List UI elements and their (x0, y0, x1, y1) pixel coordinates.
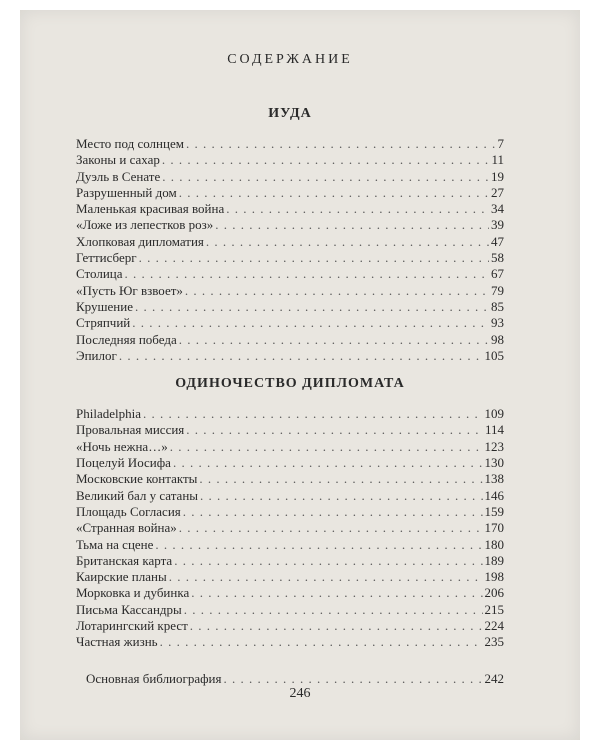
dot-leader (215, 217, 489, 233)
toc-entry (76, 602, 504, 618)
toc-entry-title: Эпилог (76, 347, 117, 363)
toc-entry-title: Разрушенный дом (76, 184, 177, 200)
toc-entry-title: Морковка и дубинка (76, 585, 190, 601)
dot-leader (170, 439, 483, 455)
toc-entry-page: 146 (484, 487, 504, 503)
toc-entry-title: Дуэль в Сенате (76, 168, 161, 184)
toc-entry-title: Маленькая красивая война (76, 201, 225, 217)
toc-entry-page: 242 (484, 670, 504, 686)
toc-entry-title: «Пусть Юг взвоет» (76, 282, 183, 298)
toc-entry-title: Поцелуй Иосифа (76, 455, 171, 471)
toc-entry (76, 504, 504, 520)
toc-entry-page: 105 (484, 347, 504, 363)
toc-entry (76, 283, 504, 299)
toc-entry-title: Великий бал у сатаны (76, 487, 199, 503)
contents-title: СОДЕРЖАНИЕ (227, 52, 353, 67)
table-of-contents (76, 52, 504, 687)
toc-entry-page: 93 (491, 315, 504, 331)
toc-entry-page: 170 (484, 520, 504, 536)
dot-leader (200, 488, 482, 504)
toc-entry-page: 198 (484, 569, 504, 585)
toc-entry-title: «Ночь нежна…» (76, 438, 168, 454)
toc-entry (76, 439, 504, 455)
toc-entry (76, 169, 504, 185)
toc-entry-title: Провальная миссия (76, 422, 185, 438)
toc-entry-title: Лотарингский крест (76, 618, 188, 634)
toc-entry-title: Московские контакты (76, 471, 198, 487)
toc-list-diplomat (76, 406, 504, 650)
dot-leader (186, 136, 496, 152)
dot-leader (206, 234, 489, 250)
toc-entry-page: 130 (484, 455, 504, 471)
toc-entry-page: 180 (484, 536, 504, 552)
toc-entry (76, 569, 504, 585)
section-heading-iuda: ИУДА (268, 106, 312, 121)
dot-leader (179, 520, 483, 536)
toc-entry-title: «Ложе из лепестков роз» (76, 217, 214, 233)
toc-entry-page: 224 (484, 618, 504, 634)
toc-entry-title: Крушение (76, 298, 133, 314)
dot-leader (174, 553, 482, 569)
toc-entry (76, 406, 504, 422)
dot-leader (226, 201, 489, 217)
toc-entry (76, 250, 504, 266)
toc-entry (76, 488, 504, 504)
dot-leader (132, 315, 489, 331)
dot-leader (179, 185, 489, 201)
toc-entry-page: 206 (484, 585, 504, 601)
toc-entry-title: Британская карта (76, 552, 173, 568)
dot-leader (160, 634, 483, 650)
toc-entry-title: Частная жизнь (76, 634, 158, 650)
dot-leader (119, 348, 483, 364)
page-number: 246 (289, 686, 311, 701)
dot-leader (173, 455, 483, 471)
toc-entry-page: 58 (491, 250, 504, 266)
toc-entry-page: 39 (491, 217, 504, 233)
toc-entry-page: 85 (491, 298, 504, 314)
toc-entry (76, 185, 504, 201)
toc-entry-page: 215 (484, 601, 504, 617)
toc-list-iuda (76, 136, 504, 364)
dot-leader (162, 169, 489, 185)
toc-entry-title: Последняя победа (76, 331, 177, 347)
toc-entry (76, 348, 504, 364)
toc-entry-title: Письма Кассандры (76, 601, 182, 617)
bibliography-entry (76, 671, 504, 687)
toc-entry-page: 47 (491, 233, 504, 249)
dot-leader (135, 299, 489, 315)
toc-entry-page: 109 (484, 406, 504, 422)
toc-entry-page: 79 (491, 282, 504, 298)
book-page (20, 10, 580, 740)
dot-leader (143, 406, 483, 422)
toc-entry (76, 471, 504, 487)
toc-entry-page: 235 (484, 634, 504, 650)
toc-entry-title: Хлопковая дипломатия (76, 233, 204, 249)
toc-entry (76, 234, 504, 250)
toc-entry (76, 618, 504, 634)
toc-entry-page: 189 (484, 552, 504, 568)
toc-entry (76, 422, 504, 438)
dot-leader (169, 569, 483, 585)
toc-entry (76, 152, 504, 168)
toc-entry-page: 34 (491, 201, 504, 217)
toc-entry-title: Каирские планы (76, 569, 167, 585)
toc-entry-page: 123 (484, 438, 504, 454)
toc-entry-title: Место под солнцем (76, 136, 184, 151)
dot-leader (185, 283, 489, 299)
toc-entry (76, 634, 504, 650)
dot-leader (186, 422, 483, 438)
toc-entry (76, 332, 504, 348)
toc-entry (76, 201, 504, 217)
toc-entry (76, 136, 504, 152)
toc-entry-title: Столица (76, 266, 123, 282)
toc-entry (76, 671, 504, 687)
dot-leader (190, 618, 483, 634)
toc-entry-title: Законы и сахар (76, 152, 160, 168)
toc-entry-page: 7 (497, 136, 504, 151)
toc-entry (76, 217, 504, 233)
toc-entry (76, 585, 504, 601)
toc-entry-page: 27 (491, 184, 504, 200)
toc-entry-title: Philadelphia (76, 406, 141, 422)
toc-entry-title: Тьма на сцене (76, 536, 154, 552)
toc-entry (76, 520, 504, 536)
toc-entry-title: «Странная война» (76, 520, 177, 536)
dot-leader (191, 585, 482, 601)
dot-leader (199, 471, 482, 487)
dot-leader (183, 504, 483, 520)
toc-entry-page: 19 (491, 168, 504, 184)
toc-entry-page: 114 (484, 422, 504, 438)
toc-entry-page: 159 (484, 503, 504, 519)
toc-entry-page: 98 (491, 331, 504, 347)
dot-leader (125, 266, 489, 282)
toc-entry-title: Стряпчий (76, 315, 131, 331)
toc-entry-page: 67 (491, 266, 504, 282)
toc-entry-title: Площадь Согласия (76, 503, 181, 519)
dot-leader (139, 250, 489, 266)
toc-entry (76, 266, 504, 282)
toc-entry (76, 553, 504, 569)
toc-entry-page: 11 (491, 152, 504, 168)
toc-entry (76, 315, 504, 331)
section-heading-diplomat: ОДИНОЧЕСТВО ДИПЛОМАТА (175, 376, 405, 392)
toc-entry-title: Геттисберг (76, 250, 137, 266)
toc-entry (76, 299, 504, 315)
toc-entry-title: Основная библиография (86, 670, 222, 686)
toc-entry (76, 455, 504, 471)
dot-leader (184, 602, 483, 618)
dot-leader (223, 671, 482, 687)
toc-entry (76, 537, 504, 553)
dot-leader (162, 152, 490, 168)
toc-entry-page: 138 (484, 471, 504, 487)
dot-leader (179, 332, 489, 348)
dot-leader (155, 537, 482, 553)
